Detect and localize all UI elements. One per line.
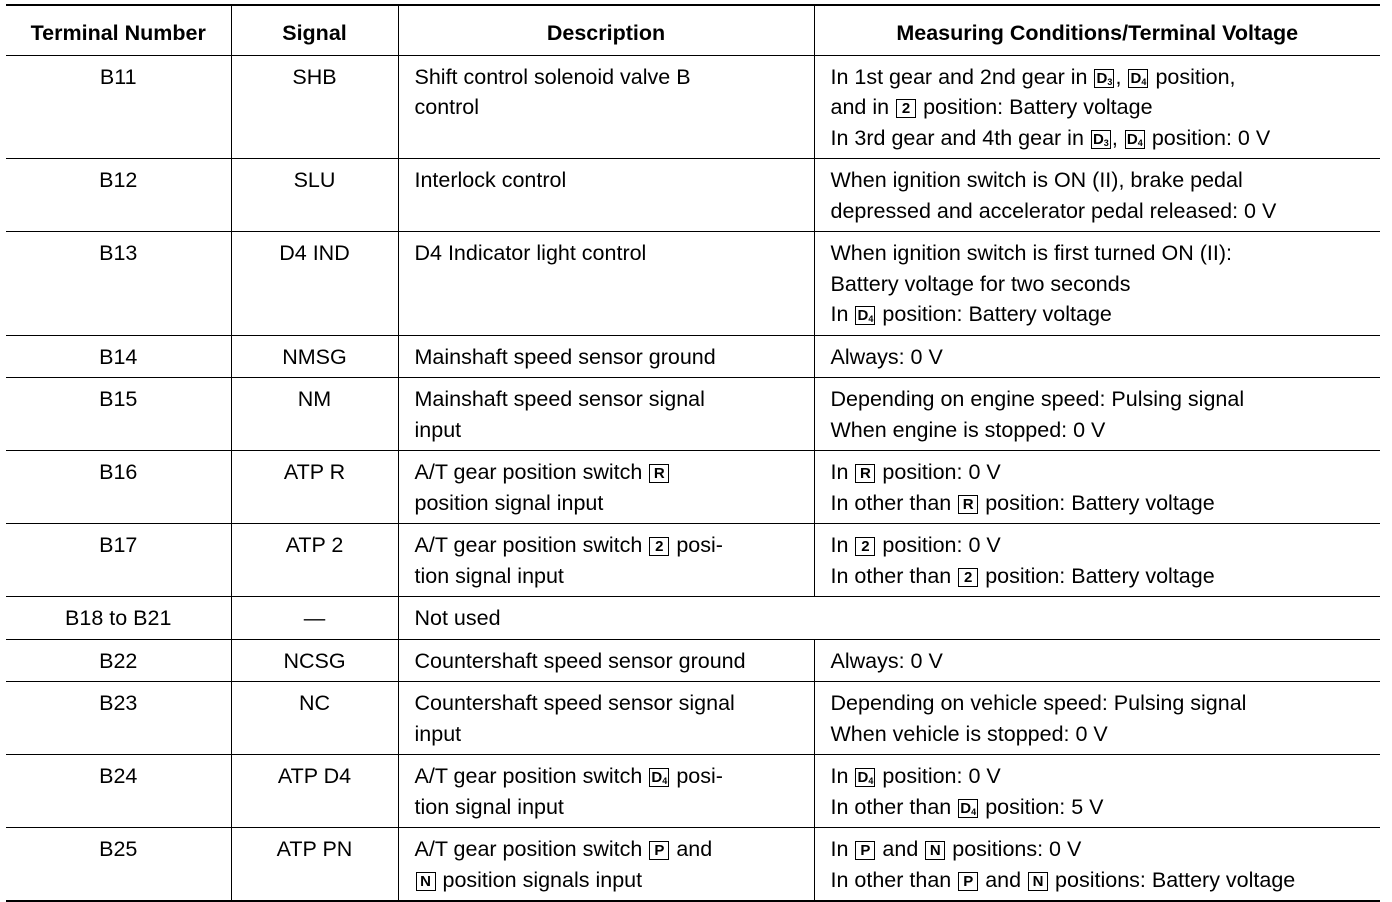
p-position-symbol: P xyxy=(958,872,978,891)
two-position-symbol: 2 xyxy=(958,568,978,587)
signal-cell: — xyxy=(231,597,398,640)
signal-cell: ATP D4 xyxy=(231,755,398,828)
table-row xyxy=(6,755,1380,828)
n-position-symbol: N xyxy=(1028,872,1048,891)
description-cell: Mainshaft speed sensor signal input xyxy=(398,378,814,451)
two-position-symbol: 2 xyxy=(896,99,916,118)
description-cell: Mainshaft speed sensor ground xyxy=(398,335,814,378)
conditions-cell: In $D_4$ position: 0 V In other than $D_4$ position: 5 V xyxy=(814,755,1380,828)
header-terminal: Terminal Number xyxy=(6,5,231,55)
description-cell: Countershaft speed sensor ground xyxy=(398,639,814,682)
table-row xyxy=(6,335,1380,378)
d4-position-symbol: $D_4$ xyxy=(1125,130,1145,149)
table-row xyxy=(6,524,1380,597)
signal-cell: NCSG xyxy=(231,639,398,682)
table-row xyxy=(6,159,1380,232)
conditions-cell: Always: 0 V xyxy=(814,639,1380,682)
p-position-symbol: P xyxy=(649,841,669,860)
description-cell: Not used xyxy=(398,597,1380,640)
table-row xyxy=(6,682,1380,755)
signal-cell: ATP PN xyxy=(231,828,398,902)
terminal-table xyxy=(6,4,1380,902)
conditions-cell: When ignition switch is first turned ON (II): Battery voltage for two seconds In $D_4$ position: Battery voltage xyxy=(814,232,1380,336)
two-position-symbol: 2 xyxy=(855,537,875,556)
terminal-cell: B16 xyxy=(6,451,231,524)
p-position-symbol: P xyxy=(855,841,875,860)
conditions-cell: Depending on vehicle speed: Pulsing signal When vehicle is stopped: 0 V xyxy=(814,682,1380,755)
terminal-cell: B11 xyxy=(6,55,231,159)
header-signal: Signal xyxy=(231,5,398,55)
conditions-cell: Always: 0 V xyxy=(814,335,1380,378)
terminal-cell: B12 xyxy=(6,159,231,232)
signal-cell: SLU xyxy=(231,159,398,232)
two-position-symbol: 2 xyxy=(649,537,669,556)
description-cell: A/T gear position switch 2 posi- tion signal input xyxy=(398,524,814,597)
terminal-cell: B23 xyxy=(6,682,231,755)
d3-position-symbol: $D_3$ xyxy=(1091,130,1111,149)
conditions-cell: In 1st gear and 2nd gear in $D_3$ , $D_4$ position, and in 2 position: Battery voltage In 3rd gear and 4th gear in $D_3$ , $D_4$ position: 0 V xyxy=(814,55,1380,159)
signal-cell: NMSG xyxy=(231,335,398,378)
d3-position-symbol: $D_3$ xyxy=(1094,69,1114,88)
terminal-cell: B18 to B21 xyxy=(6,597,231,640)
description-cell: Countershaft speed sensor signal input xyxy=(398,682,814,755)
signal-cell: NM xyxy=(231,378,398,451)
r-position-symbol: R xyxy=(649,464,669,483)
conditions-cell: In P and N positions: 0 V In other than P and N positions: Battery voltage xyxy=(814,828,1380,902)
table-header-row xyxy=(6,5,1380,55)
n-position-symbol: N xyxy=(416,872,436,891)
signal-cell: ATP 2 xyxy=(231,524,398,597)
table-row xyxy=(6,378,1380,451)
signal-cell: D4 IND xyxy=(231,232,398,336)
signal-cell: ATP R xyxy=(231,451,398,524)
r-position-symbol: R xyxy=(855,464,875,483)
d4-position-symbol: $D_4$ xyxy=(1128,69,1148,88)
d4-position-symbol: $D_4$ xyxy=(855,306,875,325)
description-cell: A/T gear position switch $D_4$ posi- tion signal input xyxy=(398,755,814,828)
header-conditions: Measuring Conditions/Terminal Voltage xyxy=(814,5,1380,55)
terminal-cell: B14 xyxy=(6,335,231,378)
terminal-cell: B22 xyxy=(6,639,231,682)
d4-position-symbol: $D_4$ xyxy=(958,799,978,818)
conditions-cell: When ignition switch is ON (II), brake pedal depressed and accelerator pedal released: 0 V xyxy=(814,159,1380,232)
terminal-cell: B13 xyxy=(6,232,231,336)
terminal-cell: B24 xyxy=(6,755,231,828)
table-row xyxy=(6,597,1380,640)
d4-position-symbol: $D_4$ xyxy=(855,768,875,787)
n-position-symbol: N xyxy=(925,841,945,860)
table-row xyxy=(6,451,1380,524)
d4-position-symbol: $D_4$ xyxy=(649,768,669,787)
terminal-cell: B25 xyxy=(6,828,231,902)
table-row xyxy=(6,828,1380,902)
description-cell: D4 Indicator light control xyxy=(398,232,814,336)
description-cell: A/T gear position switch P and N position signals input xyxy=(398,828,814,902)
signal-cell: NC xyxy=(231,682,398,755)
header-description: Description xyxy=(398,5,814,55)
description-cell: A/T gear position switch R position signal input xyxy=(398,451,814,524)
r-position-symbol: R xyxy=(958,495,978,514)
terminal-cell: B17 xyxy=(6,524,231,597)
description-cell: Interlock control xyxy=(398,159,814,232)
table-row xyxy=(6,639,1380,682)
conditions-cell: In 2 position: 0 V In other than 2 position: Battery voltage xyxy=(814,524,1380,597)
table-row xyxy=(6,55,1380,159)
signal-cell: SHB xyxy=(231,55,398,159)
conditions-cell: Depending on engine speed: Pulsing signal When engine is stopped: 0 V xyxy=(814,378,1380,451)
table-row xyxy=(6,232,1380,336)
conditions-cell: In R position: 0 V In other than R position: Battery voltage xyxy=(814,451,1380,524)
terminal-table-sheet xyxy=(6,4,1380,902)
terminal-cell: B15 xyxy=(6,378,231,451)
description-cell: Shift control solenoid valve B control xyxy=(398,55,814,159)
